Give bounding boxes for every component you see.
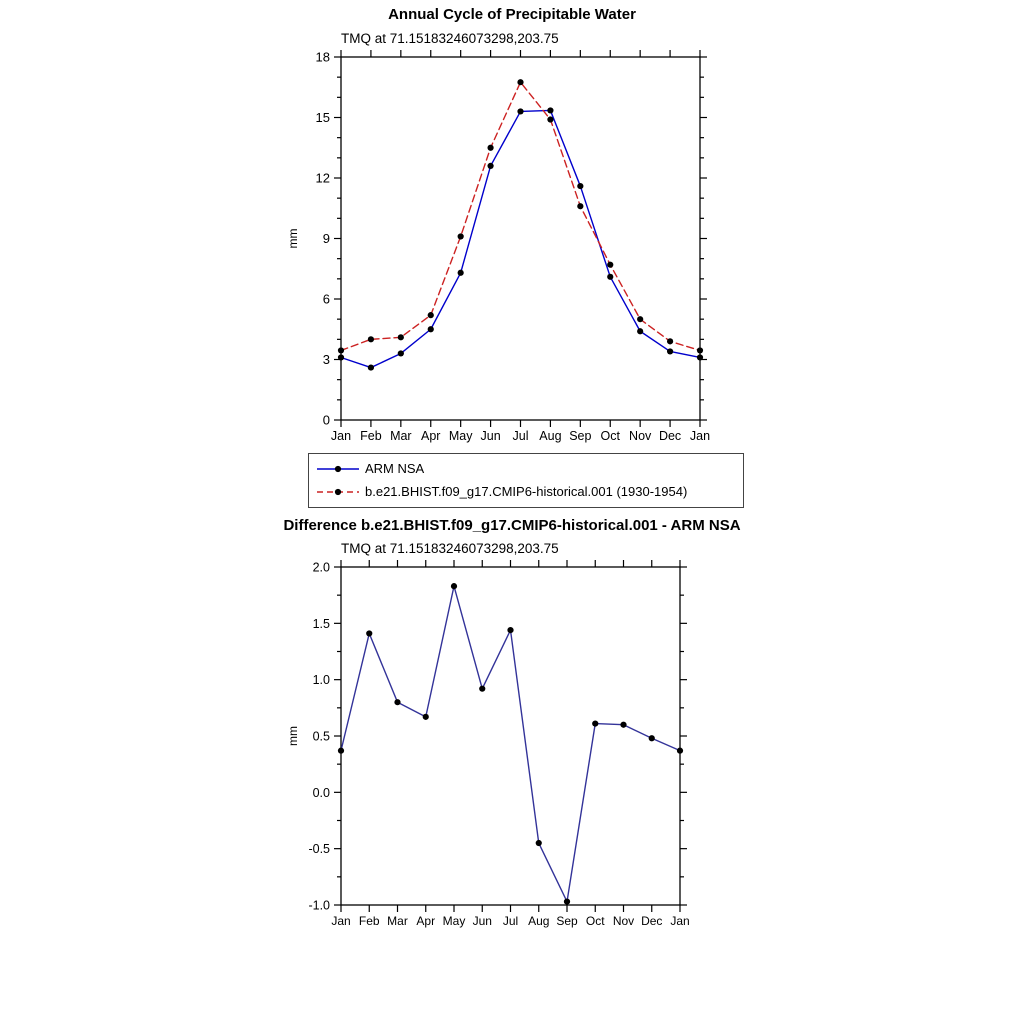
legend [308,453,744,508]
legend-label-arm-nsa: ARM NSA [365,461,425,476]
svg-text:Mar: Mar [387,914,408,928]
annual-cycle-chart-title: Annual Cycle of Precipitable Water [388,6,636,23]
svg-text:15: 15 [315,110,330,125]
svg-text:1.5: 1.5 [312,616,330,631]
svg-text:Nov: Nov [612,914,635,928]
svg-text:Jan: Jan [670,914,690,928]
svg-text:Feb: Feb [358,914,380,928]
svg-text:Oct: Oct [600,429,620,443]
svg-text:0.0: 0.0 [312,785,330,800]
legend-label-model: b.e21.BHIST.f09_g17.CMIP6-historical.001 (1930-1954) [365,484,688,499]
svg-text:Nov: Nov [629,429,652,443]
svg-text:May: May [442,914,466,928]
svg-text:6: 6 [322,291,330,307]
svg-text:Dec: Dec [658,429,682,443]
svg-text:Jan: Jan [330,429,352,443]
legend-dashed-line-sample-icon [315,484,361,500]
svg-text:0.5: 0.5 [312,729,330,744]
svg-text:May: May [448,429,473,443]
legend-item-model [309,480,743,503]
svg-text:Aug: Aug [528,914,550,928]
svg-text:Jan: Jan [331,914,351,928]
svg-text:2.0: 2.0 [312,560,330,575]
svg-text:0: 0 [322,412,330,428]
svg-text:Mar: Mar [390,429,412,443]
svg-text:Jan: Jan [689,429,711,443]
svg-text:Feb: Feb [360,429,382,443]
svg-text:Oct: Oct [585,914,605,928]
svg-text:1.0: 1.0 [312,673,330,688]
legend-item-arm-nsa [309,457,743,480]
svg-text:Aug: Aug [539,429,562,443]
svg-text:Jul: Jul [512,429,529,443]
svg-text:Sep: Sep [556,914,578,928]
svg-text:Jun: Jun [480,429,501,443]
legend-solid-line-sample-icon [315,461,361,477]
difference-chart-title: Difference b.e21.BHIST.f09_g17.CMIP6-historical.001 - ARM NSA [283,517,741,534]
svg-text:Dec: Dec [641,914,663,928]
difference-chart-subtitle: TMQ at 71.15183246073298,203.75 [341,541,559,556]
svg-text:-0.5: -0.5 [308,842,330,857]
svg-text:Jul: Jul [502,914,519,928]
svg-text:mm: mm [286,726,300,746]
difference-line-chart [280,555,730,933]
svg-text:Apr: Apr [416,914,436,928]
svg-text:18: 18 [315,49,330,65]
svg-text:Apr: Apr [421,429,441,443]
svg-text:Sep: Sep [569,429,592,443]
svg-text:mm: mm [286,228,300,249]
annual-cycle-line-chart [280,45,760,455]
svg-text:-1.0: -1.0 [308,898,330,913]
svg-text:9: 9 [322,231,330,246]
svg-text:12: 12 [315,170,330,186]
svg-text:3: 3 [322,352,330,367]
svg-text:Jun: Jun [472,914,492,928]
annual-cycle-chart-subtitle: TMQ at 71.15183246073298,203.75 [341,31,559,46]
